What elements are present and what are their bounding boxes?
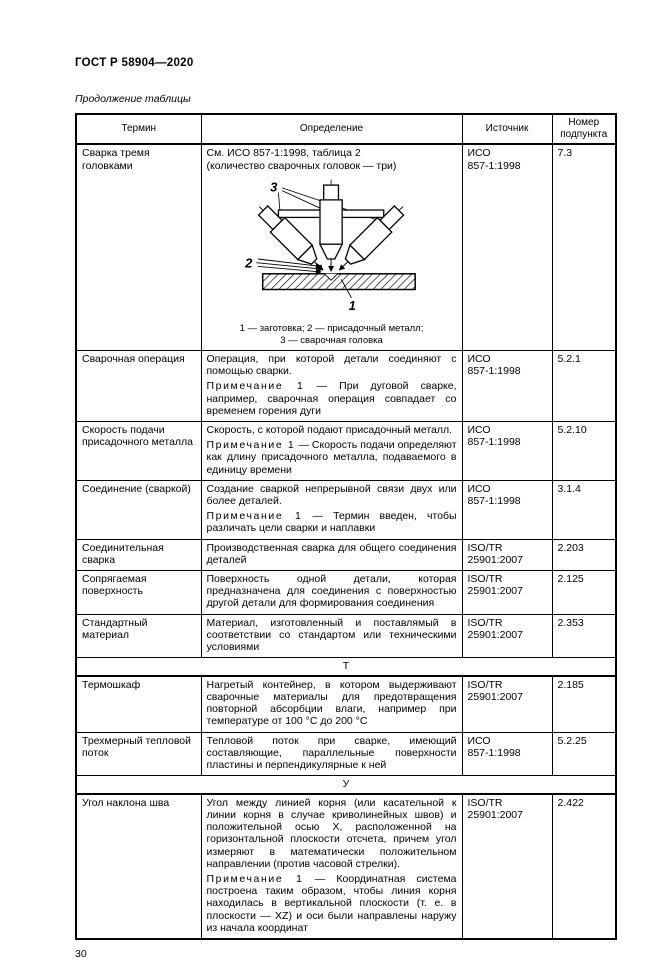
table-row [76,539,616,570]
source-line: ИСО [467,482,491,495]
definition-text: Материал, изготовленный и поставлямый в соответствии со стандартом или техническими условиями [206,616,457,654]
definition-cell [201,422,462,481]
figure-label-3: 3 [269,179,277,195]
term-cell [76,614,201,658]
figure-caption-line1: 1 — заготовка; 2 — присадочный металл; [239,323,424,335]
number-cell: 2.125 [552,571,616,615]
term-cell [76,422,201,481]
source-line: 25901:2007 [467,690,523,703]
definition-text: Производственная сварка для общего соединения деталей [206,541,457,566]
definition-note: Примечание 1 — Скорость подачи определяют как длину присадочного металла, подаваемого в единицу времени [206,439,457,476]
source-cell [462,480,552,539]
column-header-term: Термин [76,114,201,144]
definition-cell [201,614,462,658]
definition-text-2: (количество сварочных головок — три) [206,159,397,172]
term-cell [76,794,201,939]
source-line: ISO/TR [467,796,503,809]
source-line: 25901:2007 [467,628,523,641]
section-letter: У [76,776,616,794]
term-text: Сопрягаемая поверхность [82,573,147,598]
source-cell [462,539,552,570]
column-header-number: Номер подпункта [552,114,616,144]
definition-cell [201,539,462,570]
source-line: 25901:2007 [467,585,523,598]
number-cell: 7.3 [552,144,616,350]
source-line: 857-1:1998 [467,495,521,508]
source-cell [462,351,552,422]
source-line: 25901:2007 [467,808,523,821]
number-cell: 2.185 [552,676,616,732]
number-cell: 3.1.4 [552,480,616,539]
term-text: Скорость подачи присадочного металла [82,424,194,449]
number-cell: 2.203 [552,539,616,570]
terms-table [75,113,617,940]
definition-text: Скорость, с которой подают присадочный металл. [206,424,453,437]
table-row [76,144,616,350]
doc-number: ГОСТ Р 58904—2020 [75,57,194,69]
welding-diagram [221,174,443,320]
definition-cell [201,480,462,539]
table-row [76,614,616,658]
term-cell [76,144,201,350]
table-row [76,351,616,422]
figure-caption-line2: 3 — сварочная головка [280,334,383,346]
definition-cell [201,351,462,422]
source-line: ИСО [467,353,491,366]
definition-text: Угол между линией корня (или касательной к линии корня в случае криволинейных швов) и положительной осью X, расположенной на горизонтальной плоскости отсчета, причем угол измеряют в математически положительном направлении (против часовой стрелки). [206,796,457,870]
source-line: ИСО [467,424,491,437]
definition-cell [201,144,462,350]
column-header-definition: Определение [201,114,462,144]
source-cell [462,732,552,776]
term-text: Сварочная операция [82,353,185,366]
number-cell: 5.2.1 [552,351,616,422]
source-cell [462,676,552,732]
term-cell [76,539,201,570]
source-line: ISO/TR [467,573,503,586]
definition-note: Примечание 1 — При дуговой сварке, например, сварочная операция совпадает со временем горения дуги [206,380,457,417]
source-cell [462,794,552,939]
table-row [76,571,616,615]
table-continuation-label: Продолжение таблицы [75,93,191,105]
section-letter-row [76,658,616,676]
term-cell [76,351,201,422]
term-text: Угол наклона шва [82,796,170,809]
number-cell: 5.2.10 [552,422,616,481]
definition-note: Примечание 1 — Термин введен, чтобы различать цели сварки и наплавки [206,510,457,535]
source-line: ISO/TR [467,616,503,629]
table-row [76,422,616,481]
section-letter-row [76,776,616,794]
source-line: ISO/TR [467,541,503,554]
term-text: Сварка тремя головками [82,147,150,172]
definition-text: Тепловой поток при сварке, имеющий составляющие, параллельные поверхности пластины и перпендикулярные к ней [206,734,457,771]
definition-cell [201,571,462,615]
table-row [76,480,616,539]
figure-label-1: 1 [348,297,356,313]
definition-text: Операция, при которой детали соединяют с помощью сварки. [206,353,457,378]
number-cell: 2.353 [552,614,616,658]
column-header-source: Источник [462,114,552,144]
term-text: Стандартный материал [82,616,148,641]
table-row [76,676,616,732]
table-row [76,794,616,939]
figure-label-2: 2 [244,255,252,271]
term-text: Соединение (сваркой) [82,482,191,495]
term-text: Термошкаф [82,678,141,691]
term-cell [76,676,201,732]
definition-text: Поверхность одной детали, которая предназначена для соединения с поверхностью другой детали для формирования соединения [206,573,457,610]
term-text: Трехмерный тепловой поток [82,734,192,759]
definition-note: Примечание 1 — Координатная система построена таким образом, чтобы линия корня находилась в вертикальной плоскости (т. е. в плоскости — XZ) и оси были направлены наружу из начала координат [206,872,457,934]
definition-text: См. ИСО 857-1:1998, таблица 2 [206,147,361,160]
definition-text: Нагретый контейнер, в котором выдерживают сварочные материалы для предотвращения повторной абсорбции влаги, например при температуре от 100 °С до 200 °С [206,678,457,728]
source-line: 857-1:1998 [467,746,521,759]
source-line: ISO/TR [467,678,503,691]
source-line: 857-1:1998 [467,436,521,449]
table-header-row [76,114,616,144]
source-cell [462,422,552,481]
term-cell [76,480,201,539]
source-line: 25901:2007 [467,553,523,566]
source-line: 857-1:1998 [467,365,521,378]
source-line: 857-1:1998 [467,159,521,172]
definition-cell [201,732,462,776]
definition-text: Создание сваркой непрерывной связи двух или более деталей. [206,482,457,508]
number-cell: 2.422 [552,794,616,939]
definition-cell [201,794,462,939]
table-row [76,732,616,776]
term-text: Соединительная сварка [82,541,164,566]
page-number: 30 [75,947,87,960]
definition-cell [201,676,462,732]
welding-heads-figure [207,174,457,346]
source-cell [462,144,552,350]
source-line: ИСО [467,147,491,160]
term-cell [76,732,201,776]
section-letter: Т [76,658,616,676]
source-cell [462,571,552,615]
number-cell: 5.2.25 [552,732,616,776]
term-cell [76,571,201,615]
source-cell [462,614,552,658]
source-line: ИСО [467,734,491,747]
